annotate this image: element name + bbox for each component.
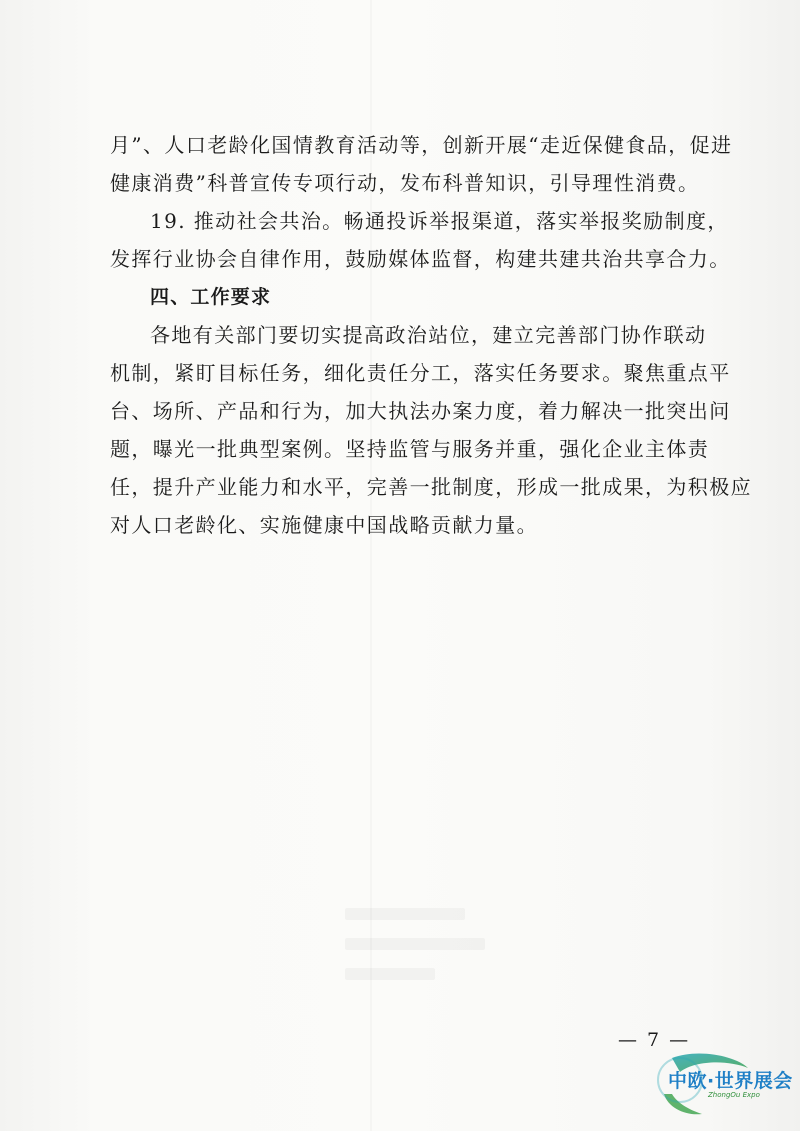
body-line-11: 对人口老龄化、实施健康中国战略贡献力量。	[110, 513, 538, 537]
document-body	[110, 126, 752, 544]
page-number: — 7 —	[618, 1029, 691, 1051]
body-line-2: 健康消费”科普宣传专项行动，发布科普知识，引导理性消费。	[110, 171, 700, 195]
body-line-10: 任，提升产业能力和水平，完善一批制度，形成一批成果，为积极应	[110, 475, 752, 499]
body-line-6: 各地有关部门要切实提高政治站位，建立完善部门协作联动	[150, 323, 707, 347]
body-line-9: 题，曝光一批典型案例。坚持监管与服务并重，强化企业主体责	[110, 437, 710, 461]
body-line-4: 发挥行业协会自律作用，鼓励媒体监督，构建共建共治共享合力。	[110, 247, 731, 271]
bleed-through-text	[345, 908, 485, 988]
watermark-logo	[650, 1050, 793, 1120]
body-line-7: 机制，紧盯目标任务，细化责任分工，落实任务要求。聚焦重点平	[110, 361, 731, 385]
body-line-8: 台、场所、产品和行为，加大执法办案力度，着力解决一批突出问	[110, 399, 731, 423]
watermark-logo-text: 中欧·世界展会	[668, 1070, 793, 1092]
section-heading: 四、工作要求	[150, 286, 272, 308]
body-line-1: 月”、人口老龄化国情教育活动等，创新开展“走近保健食品，促进	[110, 133, 733, 157]
body-line-3: 19. 推动社会共治。畅通投诉举报渠道，落实举报奖励制度，	[150, 209, 729, 233]
watermark-logo-subtext: ZhongOu Expo	[708, 1091, 760, 1099]
